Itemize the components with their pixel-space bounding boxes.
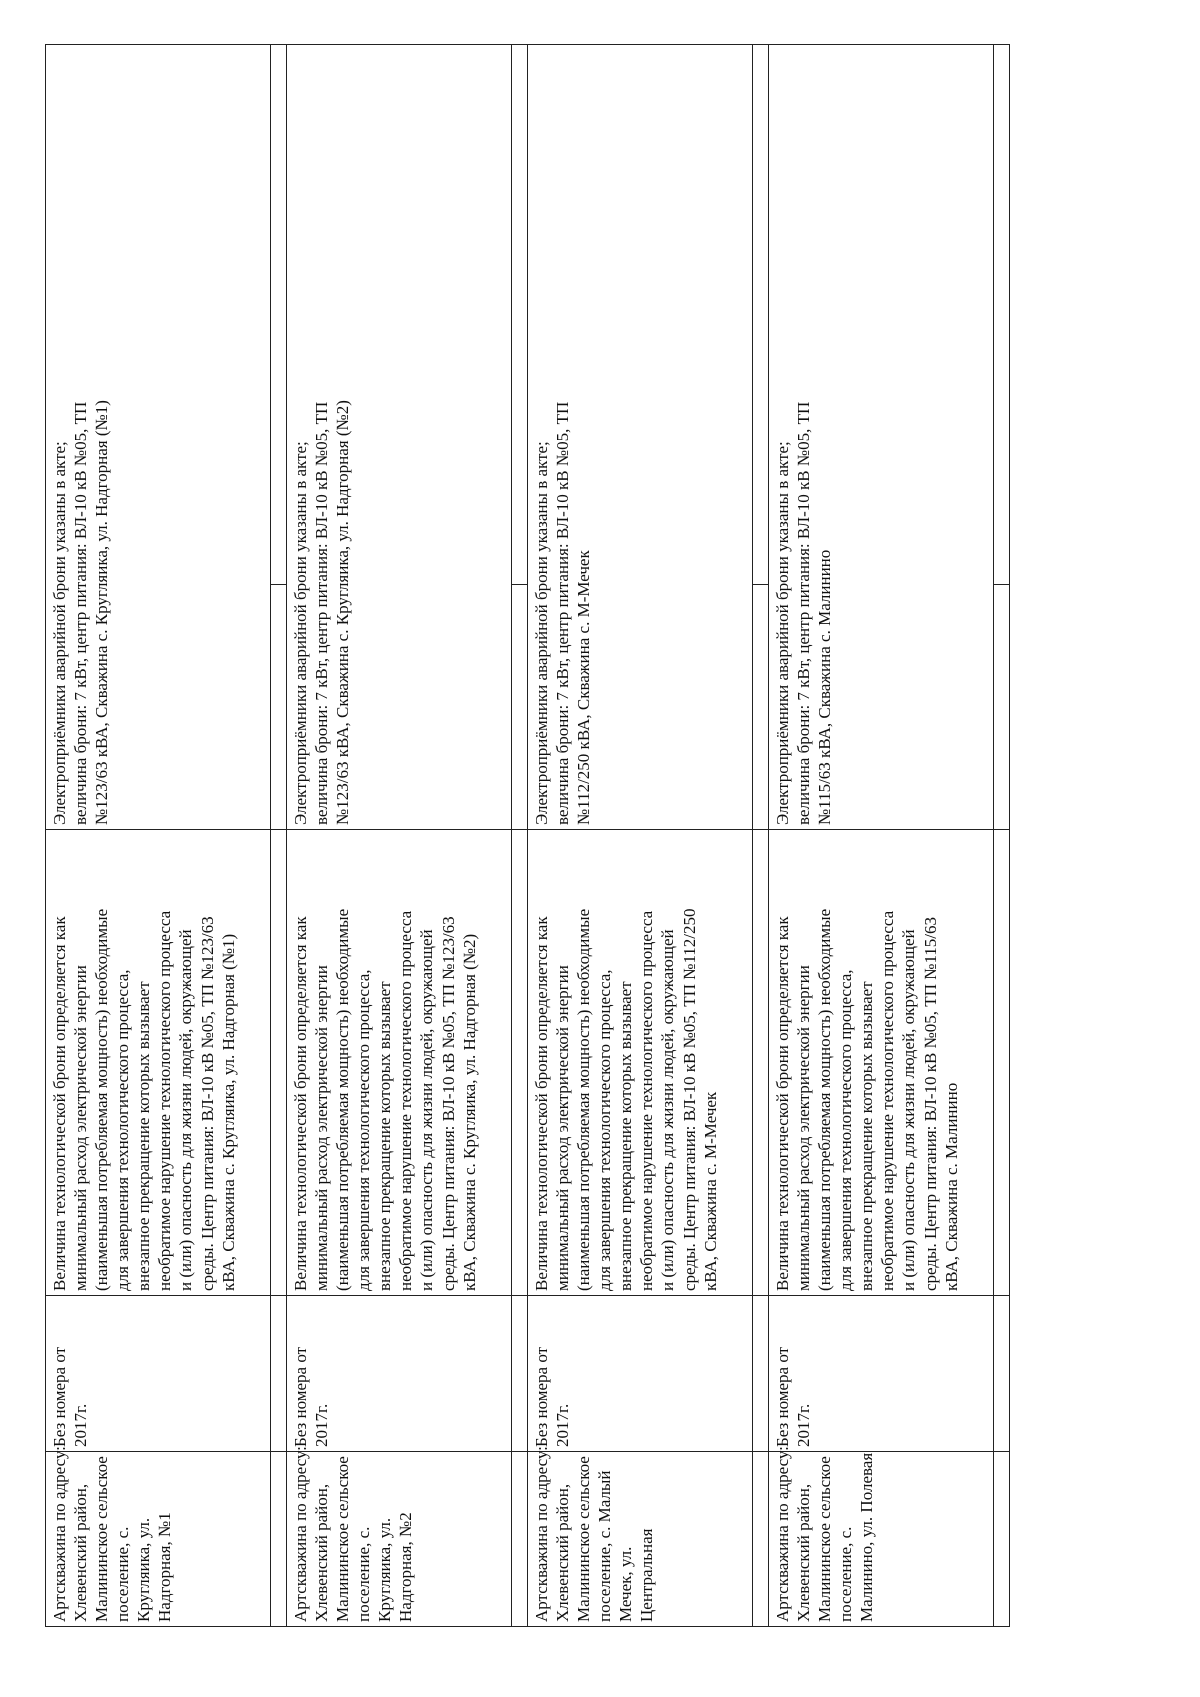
power-reserve-table	[45, 44, 1010, 1627]
technological-reserve-cell: Величина технологической брони определяется как минимальный расход электрической энергии (наименьшая потребляемая мощность) необходимые для завершения технологического процесса, внезапное прекращение которых вызывает необратимое нарушение технологического процесса и (или) опасность для жизни людей, окружающей среды. Центр питания: ВЛ-10 кВ №05, ТП №123/63 кВА, Скважина с. Кругляика, ул. Надгорная (№2)	[287, 830, 512, 1296]
object-address-cell: Артскважина по адресу: Хлевенский район, Малининское сельское поселение, с. Малый Мечек, ул. Центральная	[528, 1452, 753, 1627]
technological-reserve-cell: Величина технологической брони определяется как минимальный расход электрической энергии (наименьшая потребляемая мощность) необходимые для завершения технологического процесса, внезапное прекращение которых вызывает необратимое нарушение технологического процесса и (или) опасность для жизни людей, окружающей среды. Центр питания: ВЛ-10 кВ №05, ТП №115/63 кВА, Скважина с. Малинино	[769, 830, 994, 1296]
act-number-cell: Без номера от 2017г.	[46, 1296, 271, 1452]
table-spacer-row	[753, 44, 769, 1626]
rotated-table-wrapper	[45, 45, 990, 1627]
act-number-cell: Без номера от 2017г.	[769, 1296, 994, 1452]
table-row	[528, 44, 753, 1626]
table-spacer-row	[994, 44, 1010, 1626]
technological-reserve-cell: Величина технологической брони определяется как минимальный расход электрической энергии (наименьшая потребляемая мощность) необходимые для завершения технологического процесса, внезапное прекращение которых вызывает необратимое нарушение технологического процесса и (или) опасность для жизни людей, окружающей среды. Центр питания: ВЛ-10 кВ №05, ТП №112/250 кВА, Скважина с. М-Мечек	[528, 830, 753, 1296]
technological-reserve-cell: Величина технологической брони определяется как минимальный расход электрической энергии (наименьшая потребляемая мощность) необходимые для завершения технологического процесса, внезапное прекращение которых вызывает необратимое нарушение технологического процесса и (или) опасность для жизни людей, окружающей среды. Центр питания: ВЛ-10 кВ №05, ТП №123/63 кВА, Скважина с. Кругляика, ул. Надгорная (№1)	[46, 830, 271, 1296]
act-number-cell: Без номера от 2017г.	[528, 1296, 753, 1452]
table-spacer-row	[512, 44, 528, 1626]
object-address-cell: Артскважина по адресу: Хлевенский район, Малининское сельское поселение, с. Кругляика, ул. Надгорная, №1	[46, 1452, 271, 1627]
emergency-reserve-cell: Электроприёмники аварийной брони указаны в акте; величина брони: 7 кВт, центр питания: ВЛ-10 кВ №05, ТП №112/250 кВА, Скважина с. М-Мечек	[528, 44, 753, 829]
table-row	[287, 44, 512, 1626]
table-spacer-row	[271, 44, 287, 1626]
emergency-reserve-cell: Электроприёмники аварийной брони указаны в акте; величина брони: 7 кВт, центр питания: ВЛ-10 кВ №05, ТП №123/63 кВА, Скважина с. Кругляика, ул. Надгорная (№2)	[287, 44, 512, 829]
object-address-cell: Артскважина по адресу: Хлевенский район, Малининское сельское поселение, с. Малинино, ул. Полевая	[769, 1452, 994, 1627]
object-address-cell: Артскважина по адресу: Хлевенский район, Малининское сельское поселение, с. Кругляика, ул. Надгорная, №2	[287, 1452, 512, 1627]
emergency-reserve-cell: Электроприёмники аварийной брони указаны в акте; величина брони: 7 кВт, центр питания: ВЛ-10 кВ №05, ТП №123/63 кВА, Скважина с. Кругляика, ул. Надгорная (№1)	[46, 44, 271, 829]
act-number-cell: Без номера от 2017г.	[287, 1296, 512, 1452]
table-row	[46, 44, 271, 1626]
emergency-reserve-cell: Электроприёмники аварийной брони указаны в акте; величина брони: 7 кВт, центр питания: ВЛ-10 кВ №05, ТП №115/63 кВА, Скважина с. Малинино	[769, 44, 994, 829]
table-row	[769, 44, 994, 1626]
